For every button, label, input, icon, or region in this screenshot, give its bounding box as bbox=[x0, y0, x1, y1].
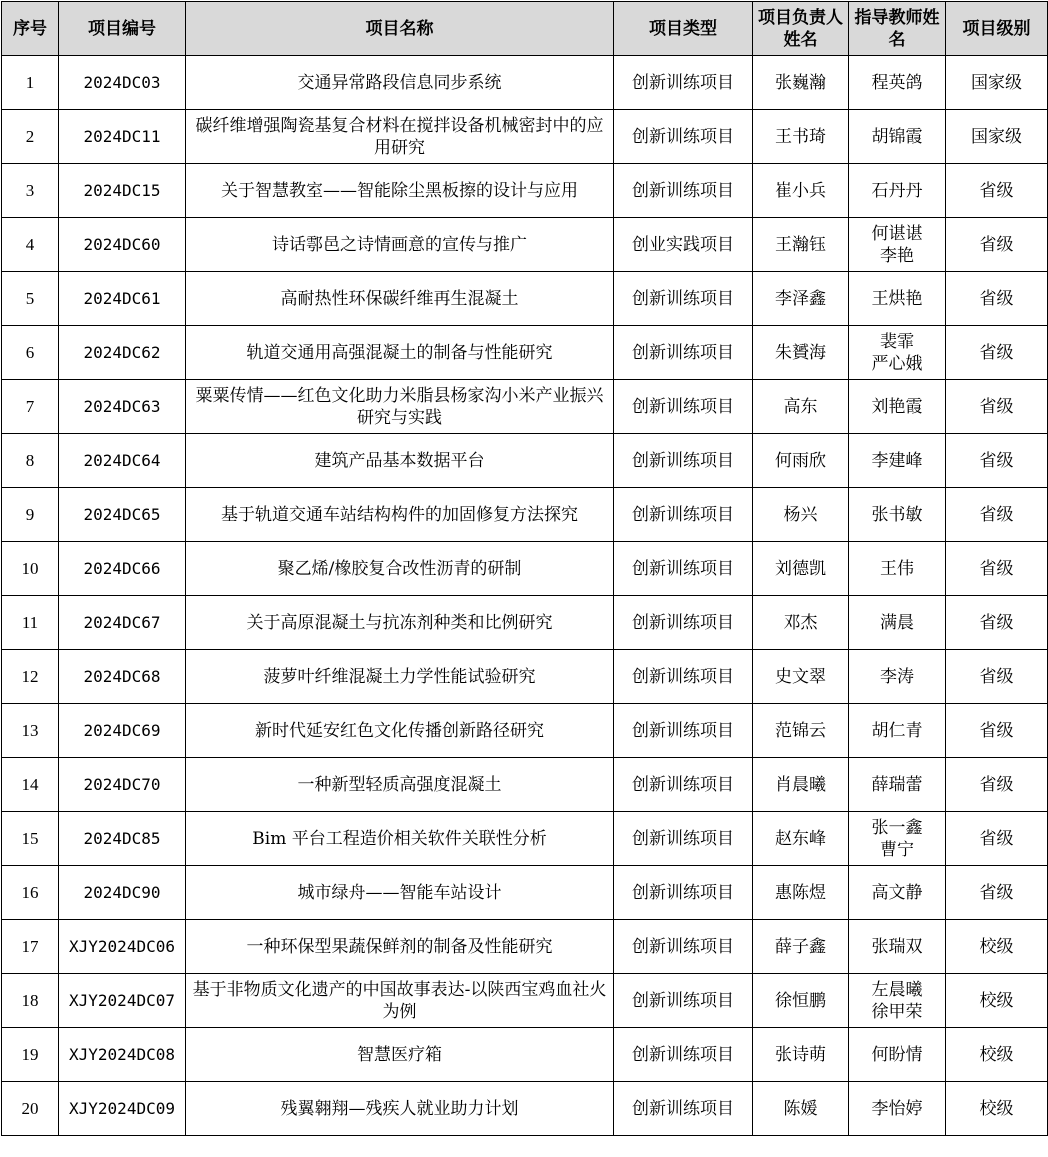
cell-advisor bbox=[849, 974, 946, 1028]
cell-code: XJY2024DC07 bbox=[59, 974, 186, 1028]
header-index: 序号 bbox=[2, 2, 59, 56]
cell-project-name: 基于轨道交通车站结构构件的加固修复方法探究 bbox=[186, 488, 614, 542]
cell-project-type: 创新训练项目 bbox=[614, 542, 753, 596]
cell-index: 18 bbox=[2, 974, 59, 1028]
cell-project-name: 残翼翱翔—残疾人就业助力计划 bbox=[186, 1082, 614, 1136]
cell-level: 省级 bbox=[946, 326, 1048, 380]
cell-project-type: 创新训练项目 bbox=[614, 812, 753, 866]
cell-leader: 范锦云 bbox=[753, 704, 849, 758]
header-row bbox=[2, 2, 1048, 56]
advisor-name: 李艳 bbox=[880, 245, 914, 266]
cell-index: 15 bbox=[2, 812, 59, 866]
cell-level: 省级 bbox=[946, 704, 1048, 758]
cell-index: 17 bbox=[2, 920, 59, 974]
cell-advisor: 胡锦霞 bbox=[849, 110, 946, 164]
cell-level: 校级 bbox=[946, 920, 1048, 974]
cell-index: 8 bbox=[2, 434, 59, 488]
cell-project-type: 创新训练项目 bbox=[614, 866, 753, 920]
cell-level: 校级 bbox=[946, 974, 1048, 1028]
cell-level: 省级 bbox=[946, 866, 1048, 920]
cell-index: 9 bbox=[2, 488, 59, 542]
cell-code: 2024DC66 bbox=[59, 542, 186, 596]
cell-level: 省级 bbox=[946, 272, 1048, 326]
cell-project-name: 粟粟传情——红色文化助力米脂县杨家沟小米产业振兴研究与实践 bbox=[186, 380, 614, 434]
advisor-name: 严心娥 bbox=[871, 353, 923, 374]
cell-code: 2024DC64 bbox=[59, 434, 186, 488]
header-code: 项目编号 bbox=[59, 2, 186, 56]
cell-project-type: 创新训练项目 bbox=[614, 488, 753, 542]
cell-level: 省级 bbox=[946, 758, 1048, 812]
cell-advisor: 程英鸽 bbox=[849, 56, 946, 110]
advisor-name: 左晨曦 bbox=[871, 979, 923, 1000]
cell-leader: 邓杰 bbox=[753, 596, 849, 650]
table-row bbox=[2, 1082, 1048, 1136]
cell-project-name: 诗话鄠邑之诗情画意的宣传与推广 bbox=[186, 218, 614, 272]
cell-leader: 朱贇海 bbox=[753, 326, 849, 380]
cell-code: XJY2024DC09 bbox=[59, 1082, 186, 1136]
cell-project-name: 轨道交通用高强混凝土的制备与性能研究 bbox=[186, 326, 614, 380]
project-table bbox=[1, 1, 1048, 1136]
cell-code: 2024DC62 bbox=[59, 326, 186, 380]
cell-advisor: 王烘艳 bbox=[849, 272, 946, 326]
cell-code: 2024DC65 bbox=[59, 488, 186, 542]
cell-code: 2024DC85 bbox=[59, 812, 186, 866]
cell-code: 2024DC60 bbox=[59, 218, 186, 272]
cell-code: 2024DC68 bbox=[59, 650, 186, 704]
cell-project-type: 创新训练项目 bbox=[614, 326, 753, 380]
table-row bbox=[2, 758, 1048, 812]
cell-index: 6 bbox=[2, 326, 59, 380]
cell-project-type: 创新训练项目 bbox=[614, 272, 753, 326]
cell-project-name: 基于非物质文化遗产的中国故事表达-以陕西宝鸡血社火为例 bbox=[186, 974, 614, 1028]
header-level: 项目级别 bbox=[946, 2, 1048, 56]
table-body bbox=[2, 56, 1048, 1136]
cell-index: 5 bbox=[2, 272, 59, 326]
table-row bbox=[2, 866, 1048, 920]
cell-project-type: 创新训练项目 bbox=[614, 380, 753, 434]
cell-project-type: 创新训练项目 bbox=[614, 758, 753, 812]
cell-index: 11 bbox=[2, 596, 59, 650]
cell-index: 10 bbox=[2, 542, 59, 596]
cell-index: 12 bbox=[2, 650, 59, 704]
table-row bbox=[2, 164, 1048, 218]
cell-level: 省级 bbox=[946, 488, 1048, 542]
cell-index: 2 bbox=[2, 110, 59, 164]
cell-project-type: 创业实践项目 bbox=[614, 218, 753, 272]
cell-level: 省级 bbox=[946, 380, 1048, 434]
cell-code: 2024DC15 bbox=[59, 164, 186, 218]
cell-level: 国家级 bbox=[946, 110, 1048, 164]
cell-level: 省级 bbox=[946, 596, 1048, 650]
cell-leader: 张诗萌 bbox=[753, 1028, 849, 1082]
cell-level: 省级 bbox=[946, 650, 1048, 704]
table-row bbox=[2, 596, 1048, 650]
cell-project-name: 交通异常路段信息同步系统 bbox=[186, 56, 614, 110]
table-row bbox=[2, 272, 1048, 326]
advisor-name: 徐甲荣 bbox=[871, 1001, 923, 1022]
cell-leader: 崔小兵 bbox=[753, 164, 849, 218]
cell-leader: 王瀚钰 bbox=[753, 218, 849, 272]
cell-advisor: 李建峰 bbox=[849, 434, 946, 488]
cell-code: 2024DC61 bbox=[59, 272, 186, 326]
cell-project-type: 创新训练项目 bbox=[614, 1028, 753, 1082]
cell-project-name: 关于高原混凝土与抗冻剂种类和比例研究 bbox=[186, 596, 614, 650]
cell-advisor: 满晨 bbox=[849, 596, 946, 650]
cell-leader: 薛子鑫 bbox=[753, 920, 849, 974]
cell-advisor: 张书敏 bbox=[849, 488, 946, 542]
table-row bbox=[2, 488, 1048, 542]
cell-level: 省级 bbox=[946, 542, 1048, 596]
cell-index: 13 bbox=[2, 704, 59, 758]
cell-project-type: 创新训练项目 bbox=[614, 650, 753, 704]
table-row bbox=[2, 812, 1048, 866]
cell-leader: 李泽鑫 bbox=[753, 272, 849, 326]
cell-advisor bbox=[849, 812, 946, 866]
cell-level: 国家级 bbox=[946, 56, 1048, 110]
cell-code: 2024DC11 bbox=[59, 110, 186, 164]
cell-advisor bbox=[849, 326, 946, 380]
cell-level: 校级 bbox=[946, 1028, 1048, 1082]
table-row bbox=[2, 974, 1048, 1028]
cell-code: 2024DC03 bbox=[59, 56, 186, 110]
cell-index: 3 bbox=[2, 164, 59, 218]
cell-leader: 张巍瀚 bbox=[753, 56, 849, 110]
cell-advisor: 刘艳霞 bbox=[849, 380, 946, 434]
table-row bbox=[2, 110, 1048, 164]
cell-index: 20 bbox=[2, 1082, 59, 1136]
table-row bbox=[2, 380, 1048, 434]
cell-leader: 徐恒鹏 bbox=[753, 974, 849, 1028]
cell-code: 2024DC90 bbox=[59, 866, 186, 920]
cell-project-name: 一种新型轻质高强度混凝土 bbox=[186, 758, 614, 812]
table-row bbox=[2, 1028, 1048, 1082]
advisor-name: 何谌谌 bbox=[871, 223, 923, 244]
cell-leader: 惠陈煜 bbox=[753, 866, 849, 920]
header-name: 项目名称 bbox=[186, 2, 614, 56]
cell-project-type: 创新训练项目 bbox=[614, 920, 753, 974]
cell-project-type: 创新训练项目 bbox=[614, 434, 753, 488]
cell-code: XJY2024DC06 bbox=[59, 920, 186, 974]
cell-project-type: 创新训练项目 bbox=[614, 704, 753, 758]
cell-level: 省级 bbox=[946, 218, 1048, 272]
cell-advisor: 王伟 bbox=[849, 542, 946, 596]
cell-project-name: 聚乙烯/橡胶复合改性沥青的研制 bbox=[186, 542, 614, 596]
cell-project-name: Bim 平台工程造价相关软件关联性分析 bbox=[186, 812, 614, 866]
advisor-name: 曹宁 bbox=[880, 839, 914, 860]
advisor-name: 张一鑫 bbox=[871, 817, 923, 838]
advisor-name: 裴霏 bbox=[880, 331, 914, 352]
cell-code: 2024DC67 bbox=[59, 596, 186, 650]
cell-project-type: 创新训练项目 bbox=[614, 164, 753, 218]
cell-code: 2024DC69 bbox=[59, 704, 186, 758]
cell-advisor: 薛瑞蕾 bbox=[849, 758, 946, 812]
table-row bbox=[2, 218, 1048, 272]
cell-index: 7 bbox=[2, 380, 59, 434]
cell-project-name: 一种环保型果蔬保鲜剂的制备及性能研究 bbox=[186, 920, 614, 974]
cell-advisor: 李涛 bbox=[849, 650, 946, 704]
cell-advisor: 张瑞双 bbox=[849, 920, 946, 974]
cell-project-name: 智慧医疗箱 bbox=[186, 1028, 614, 1082]
cell-index: 1 bbox=[2, 56, 59, 110]
table-row bbox=[2, 704, 1048, 758]
header-type: 项目类型 bbox=[614, 2, 753, 56]
cell-leader: 高东 bbox=[753, 380, 849, 434]
header-leader: 项目负责人姓名 bbox=[753, 2, 849, 56]
cell-leader: 杨兴 bbox=[753, 488, 849, 542]
cell-level: 校级 bbox=[946, 1082, 1048, 1136]
table-row bbox=[2, 542, 1048, 596]
cell-project-name: 菠萝叶纤维混凝土力学性能试验研究 bbox=[186, 650, 614, 704]
cell-level: 省级 bbox=[946, 164, 1048, 218]
cell-index: 19 bbox=[2, 1028, 59, 1082]
cell-advisor: 李怡婷 bbox=[849, 1082, 946, 1136]
table-row bbox=[2, 434, 1048, 488]
cell-advisor: 何盼情 bbox=[849, 1028, 946, 1082]
header-advisor: 指导教师姓名 bbox=[849, 2, 946, 56]
cell-project-type: 创新训练项目 bbox=[614, 1082, 753, 1136]
cell-project-name: 关于智慧教室——智能除尘黑板擦的设计与应用 bbox=[186, 164, 614, 218]
cell-project-name: 高耐热性环保碳纤维再生混凝土 bbox=[186, 272, 614, 326]
cell-project-name: 碳纤维增强陶瓷基复合材料在搅拌设备机械密封中的应用研究 bbox=[186, 110, 614, 164]
cell-index: 4 bbox=[2, 218, 59, 272]
cell-leader: 史文翠 bbox=[753, 650, 849, 704]
cell-code: 2024DC63 bbox=[59, 380, 186, 434]
cell-index: 14 bbox=[2, 758, 59, 812]
cell-project-type: 创新训练项目 bbox=[614, 974, 753, 1028]
table-row bbox=[2, 326, 1048, 380]
cell-leader: 赵东峰 bbox=[753, 812, 849, 866]
cell-project-name: 建筑产品基本数据平台 bbox=[186, 434, 614, 488]
cell-leader: 陈媛 bbox=[753, 1082, 849, 1136]
cell-project-type: 创新训练项目 bbox=[614, 110, 753, 164]
cell-project-name: 新时代延安红色文化传播创新路径研究 bbox=[186, 704, 614, 758]
table-row bbox=[2, 650, 1048, 704]
cell-leader: 肖晨曦 bbox=[753, 758, 849, 812]
cell-code: 2024DC70 bbox=[59, 758, 186, 812]
cell-advisor: 胡仁青 bbox=[849, 704, 946, 758]
table-row bbox=[2, 56, 1048, 110]
table-row bbox=[2, 920, 1048, 974]
cell-project-type: 创新训练项目 bbox=[614, 56, 753, 110]
cell-project-type: 创新训练项目 bbox=[614, 596, 753, 650]
cell-leader: 刘德凯 bbox=[753, 542, 849, 596]
cell-level: 省级 bbox=[946, 434, 1048, 488]
cell-code: XJY2024DC08 bbox=[59, 1028, 186, 1082]
cell-level: 省级 bbox=[946, 812, 1048, 866]
cell-project-name: 城市绿舟——智能车站设计 bbox=[186, 866, 614, 920]
cell-advisor: 石丹丹 bbox=[849, 164, 946, 218]
cell-leader: 何雨欣 bbox=[753, 434, 849, 488]
cell-advisor bbox=[849, 218, 946, 272]
cell-index: 16 bbox=[2, 866, 59, 920]
cell-leader: 王书琦 bbox=[753, 110, 849, 164]
cell-advisor: 高文静 bbox=[849, 866, 946, 920]
